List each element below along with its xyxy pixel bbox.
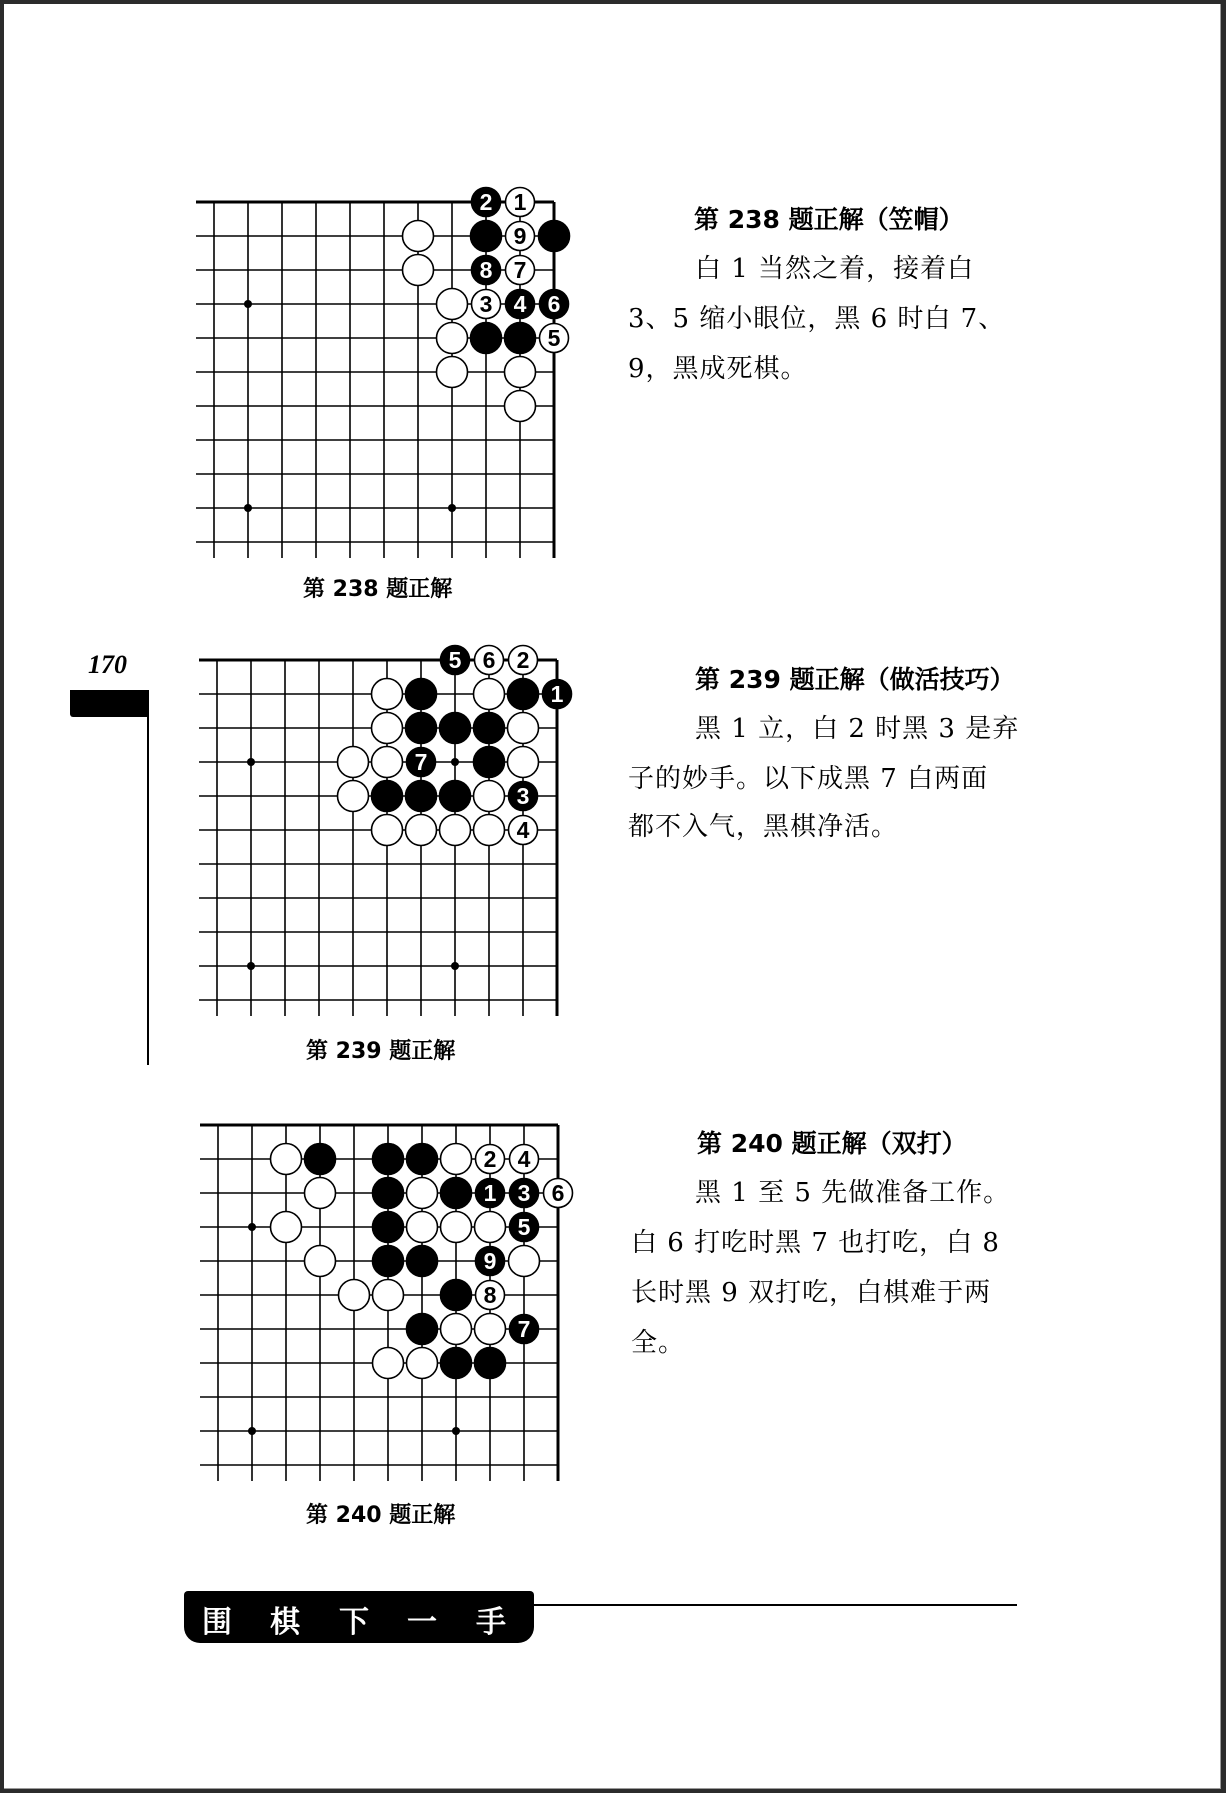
black-stone (373, 1178, 404, 1209)
white-stone (338, 781, 369, 812)
solution-text-240-line-3: 长时黑 9 双打吃，白棋难于两 (631, 1278, 992, 1308)
black-stone (406, 679, 437, 710)
black-stone-6 (540, 290, 569, 319)
svg-text:4: 4 (513, 291, 527, 317)
black-stone (441, 1178, 472, 1209)
white-stone (372, 815, 403, 846)
side-tab-marker (70, 690, 149, 717)
solution-text-239-line-3: 都不入气，黑棋净活。 (628, 812, 899, 842)
svg-text:7: 7 (513, 257, 527, 283)
white-stone (508, 713, 539, 744)
svg-text:3: 3 (517, 1180, 531, 1206)
white-stone (373, 1280, 404, 1311)
svg-text:5: 5 (517, 1214, 531, 1240)
svg-text:1: 1 (513, 189, 527, 215)
black-stone (539, 221, 570, 252)
white-stone (403, 221, 434, 252)
book-title-char-4: 一 (407, 1605, 437, 1640)
white-stone (440, 815, 471, 846)
black-stone (373, 1144, 404, 1175)
white-stone-6 (544, 1179, 573, 1208)
svg-text:2: 2 (479, 189, 493, 215)
footer-rule (531, 1604, 1017, 1606)
black-stone (475, 1348, 506, 1379)
white-stone (407, 1212, 438, 1243)
black-stone-3 (510, 1179, 539, 1208)
black-stone-2 (472, 188, 501, 217)
white-stone (441, 1144, 472, 1175)
white-stone (437, 357, 468, 388)
svg-text:5: 5 (547, 325, 561, 351)
solution-text-239-line-2: 子的妙手。以下成黑 7 白两面 (628, 764, 989, 794)
solution-text-238-line-1: 白 1 当然之着，接着白 (695, 254, 975, 284)
solution-text-238-line-3: 9，黑成死棋。 (628, 354, 808, 384)
black-stone-1 (543, 680, 572, 709)
white-stone-6 (475, 646, 504, 675)
svg-text:1: 1 (483, 1180, 497, 1206)
white-stone (508, 747, 539, 778)
solution-title-240: 第 240 题正解（双打） (697, 1129, 967, 1158)
book-page (4, 4, 1221, 1789)
svg-text:3: 3 (516, 783, 530, 809)
black-stone-8 (472, 256, 501, 285)
book-title-char-3: 下 (339, 1605, 369, 1640)
svg-text:5: 5 (448, 647, 462, 673)
black-stone-5 (441, 646, 470, 675)
white-stone (339, 1280, 370, 1311)
black-stone-3 (509, 782, 538, 811)
white-stone-3 (472, 290, 501, 319)
black-stone (505, 323, 536, 354)
svg-text:2: 2 (516, 647, 530, 673)
svg-text:4: 4 (516, 817, 530, 843)
svg-text:9: 9 (483, 1248, 497, 1274)
svg-text:2: 2 (483, 1146, 497, 1172)
white-stone (505, 357, 536, 388)
go-board-239 (197, 642, 582, 1022)
black-stone (441, 1280, 472, 1311)
white-stone (437, 289, 468, 320)
black-stone-9 (476, 1247, 505, 1276)
black-stone (440, 781, 471, 812)
white-stone (509, 1246, 540, 1277)
black-stone (440, 713, 471, 744)
svg-text:7: 7 (517, 1316, 531, 1342)
white-stone-4 (510, 1145, 539, 1174)
diagram-caption-239: 第 239 题正解 (306, 1039, 456, 1064)
white-stone-2 (476, 1145, 505, 1174)
white-stone (403, 255, 434, 286)
book-title-char-1: 围 (202, 1605, 232, 1640)
white-stone (407, 1178, 438, 1209)
book-title-banner (184, 1591, 534, 1643)
solution-text-239-line-1: 黑 1 立，白 2 时黑 3 是弃 (695, 714, 1020, 744)
white-stone (441, 1314, 472, 1345)
page-number: 170 (88, 650, 127, 679)
svg-text:4: 4 (517, 1146, 531, 1172)
go-board-238 (194, 184, 579, 559)
solution-text-240-line-4: 全。 (631, 1328, 686, 1358)
black-stone (471, 323, 502, 354)
side-rule (147, 690, 149, 1065)
white-stone (305, 1246, 336, 1277)
black-stone (373, 1246, 404, 1277)
book-title-char-5: 手 (476, 1605, 506, 1640)
go-board-240 (198, 1107, 588, 1487)
white-stone (406, 815, 437, 846)
white-stone (474, 781, 505, 812)
white-stone (271, 1212, 302, 1243)
diagram-caption-240: 第 240 题正解 (306, 1503, 456, 1528)
svg-text:6: 6 (551, 1180, 565, 1206)
solution-text-238-line-2: 3、5 缩小眼位，黑 6 时白 7、 (628, 304, 1006, 334)
white-stone (338, 747, 369, 778)
black-stone (407, 1314, 438, 1345)
solution-title-238: 第 238 题正解（笠帽） (694, 205, 964, 234)
white-stone-1 (506, 188, 535, 217)
svg-text:6: 6 (547, 291, 561, 317)
solution-title-239: 第 239 题正解（做活技巧） (695, 665, 1015, 694)
black-stone (474, 747, 505, 778)
white-stone (474, 815, 505, 846)
black-stone-1 (476, 1179, 505, 1208)
white-stone (372, 713, 403, 744)
svg-text:1: 1 (550, 681, 564, 707)
white-stone-4 (509, 816, 538, 845)
solution-text-240-line-2: 白 6 打吃时黑 7 也打吃，白 8 (631, 1228, 1000, 1258)
black-stone (508, 679, 539, 710)
black-stone (406, 713, 437, 744)
book-title-char-2: 棋 (270, 1605, 300, 1640)
white-stone (437, 323, 468, 354)
white-stone (475, 1212, 506, 1243)
svg-text:9: 9 (513, 223, 527, 249)
white-stone (441, 1212, 472, 1243)
white-stone (372, 747, 403, 778)
black-stone-7 (510, 1315, 539, 1344)
black-stone (474, 713, 505, 744)
black-stone (471, 221, 502, 252)
black-stone-7 (407, 748, 436, 777)
white-stone-5 (540, 324, 569, 353)
black-stone (407, 1144, 438, 1175)
black-stone (406, 781, 437, 812)
black-stone (305, 1144, 336, 1175)
white-stone (505, 391, 536, 422)
white-stone (372, 679, 403, 710)
white-stone-8 (476, 1281, 505, 1310)
svg-text:6: 6 (482, 647, 496, 673)
white-stone-2 (509, 646, 538, 675)
white-stone-7 (506, 256, 535, 285)
white-stone (474, 679, 505, 710)
white-stone (305, 1178, 336, 1209)
black-stone (372, 781, 403, 812)
white-stone (407, 1348, 438, 1379)
black-stone-5 (510, 1213, 539, 1242)
white-stone-9 (506, 222, 535, 251)
svg-text:7: 7 (414, 749, 428, 775)
svg-text:3: 3 (479, 291, 493, 317)
white-stone (373, 1348, 404, 1379)
svg-text:8: 8 (483, 1282, 497, 1308)
black-stone (407, 1246, 438, 1277)
black-stone (373, 1212, 404, 1243)
svg-text:8: 8 (479, 257, 493, 283)
black-stone (441, 1348, 472, 1379)
diagram-caption-238: 第 238 题正解 (303, 577, 453, 602)
white-stone (271, 1144, 302, 1175)
white-stone (475, 1314, 506, 1345)
black-stone-4 (506, 290, 535, 319)
solution-text-240-line-1: 黑 1 至 5 先做准备工作。 (695, 1178, 1011, 1208)
